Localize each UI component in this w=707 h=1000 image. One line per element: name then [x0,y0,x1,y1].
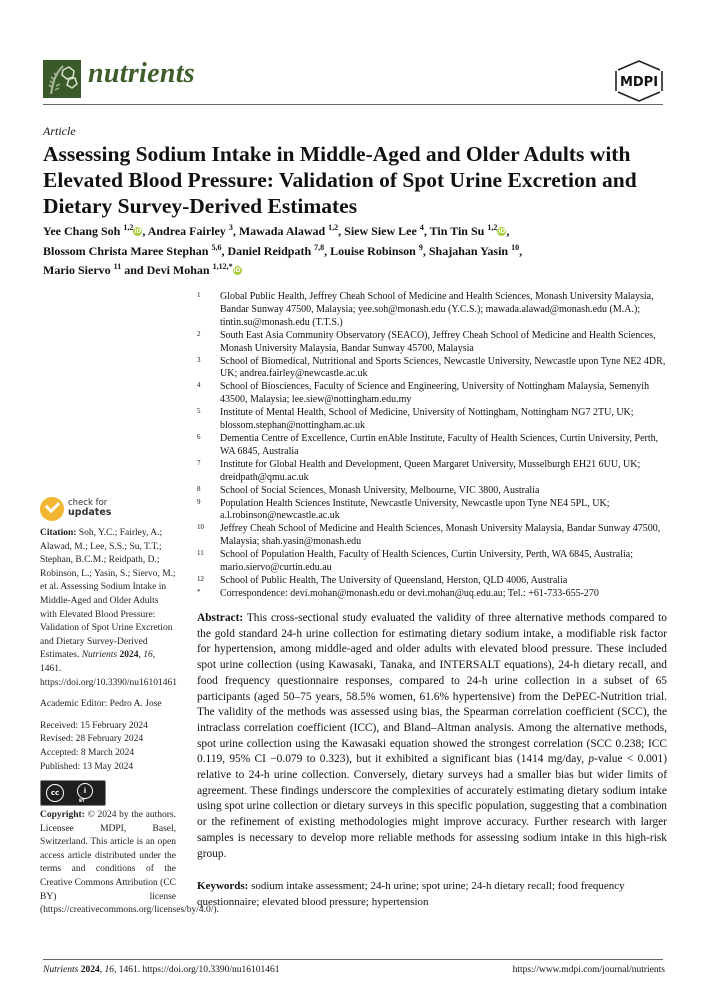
orcid-icon[interactable]: iD [498,228,506,235]
affiliation-number: 9 [197,497,201,506]
author-affiliation-ref: 3 [228,223,233,232]
footer-year: 2024 [80,965,100,975]
by-label: BY [79,798,85,803]
author-name: Louise Robinson [330,243,416,258]
affiliation-text: Correspondence: devi.mohan@monash.edu or devi.mohan@uq.edu.au; Tel.: +61-733-655-270 [220,587,599,599]
author-affiliation-ref: 11 [113,262,122,271]
affiliation-number: 12 [197,574,204,583]
affiliation-item [197,549,667,575]
author-separator: , [142,224,148,238]
author-name: Andrea Fairley [147,224,226,238]
footer-journal-url[interactable]: https://www.mdpi.com/journal/nutrients [512,965,665,975]
journal-logo-icon [43,60,81,98]
author-separator: , [338,224,345,238]
affiliation-number: 6 [197,432,201,441]
affiliation-item [197,381,667,407]
affiliation-text: Population Health Sciences Institute, Newcastle University, Newcastle upon Tyne NE4 5PL, UK; a.l.robinson@newcastle.ac.uk [220,497,610,522]
keywords-text: sodium intake assessment; 24-h urine; spot urine; 24-h dietary recall; food frequency questionnaire; elevated blood pressure; hypertension [197,880,625,908]
keywords-label: Keywords: [197,880,249,892]
affiliation-item [197,433,667,459]
citation-year: 2024 [119,650,139,661]
author-separator: , [324,243,331,258]
abstract-p-italic: p [588,753,595,766]
affiliation-text: South East Asia Community Observatory (SEACO), Jeffrey Cheah School of Medicine and Health Sciences, Monash University Malaysia, Bandar Sunway 45700, Malaysia [220,329,656,354]
affiliation-number: 5 [197,407,201,416]
mdpi-logo-text: MDPI [619,75,659,90]
author-affiliation-ref: 1,12,* [212,262,233,271]
author-name: Daniel Reidpath [227,243,312,258]
affiliation-item [197,407,667,433]
author-name: Siew Siew Lee [344,224,417,238]
author-separator: and [121,263,147,277]
orcid-icon[interactable]: iD [134,228,142,235]
updates-line2: updates [68,507,112,518]
affiliation-text: School of Biosciences, Faculty of Science and Engineering, University of Nottingham Malaysia, Semenyih 43500, Malaysia; lee.siew@nottingham.edu.my [220,381,650,406]
citation-volume: 16 [143,650,153,661]
copyright-text: © 2024 by the authors. Licensee MDPI, Basel, Switzerland. This article is an open access article distributed under the terms and conditions of the Creative Commons Attribution (CC BY) license (https://creativecommons.org/licenses/by/4.0/). [40,810,219,916]
author-separator: , [232,224,239,238]
author-affiliation-ref: 1,2 [328,223,339,232]
author-affiliation-ref: 5,6 [211,242,222,252]
author-name: Shajahan Yasin [428,243,509,258]
author-affiliation-ref: 9 [418,242,423,252]
affiliation-text: Dementia Centre of Excellence, Curtin enAble Institute, Faculty of Health Sciences, Curtin University, Perth, WA 6845, Australia [220,432,659,457]
author-affiliation-ref: 4 [419,223,424,232]
journal-name: nutrients [88,58,195,89]
abstract-label: Abstract: [197,612,244,624]
author-separator: , [423,224,430,238]
author-separator: , [519,243,523,258]
published-date: Published: 13 May 2024 [40,761,134,772]
mdpi-logo [612,60,666,102]
article-type: Article [43,124,76,138]
updates-line1: check for [68,498,108,508]
affiliation-item [197,459,667,485]
cc-icon: cc [46,784,64,802]
footer-volume: 16 [104,965,114,975]
citation-doi[interactable]: , 1461. https://doi.org/10.3390/nu16101461 [40,650,178,688]
author-name: Yee Chang Soh [43,224,121,238]
footer-journal: Nutrients [43,965,79,975]
abstract [197,611,667,862]
affiliation-item [197,588,667,601]
footer-divider [43,959,663,960]
author-separator: , [506,224,510,238]
affiliation-number: * [197,587,201,596]
affiliation-item [197,485,667,498]
affiliation-item [197,523,667,549]
check-for-updates-button[interactable] [40,497,130,523]
affiliation-text: School of Social Sciences, Monash University, Melbourne, VIC 3800, Australia [220,484,540,496]
copyright-label: Copyright: [40,810,85,820]
sidebar-info [40,527,176,774]
abstract-text-1: This cross-sectional study evaluated the validity of three alternative methods compared to the gold standard 24-h urine collection for estimating dietary sodium intake, a modifiable risk factor for hypertension, among middle-aged and older adults with elevated blood pressure. These included spot urine collection (using Kawasaki, Tanaka, and INTERSALT equations), 24-h dietary recall, and food frequency questionnaire responses, compared to 24-h urine collection in a subset of 65 participants (aged 50–75 years, 58.5% women, 61.6% hypertensive) from the DePEC-Nutrition trial. The validity of the methods was assessed using bias, the Spearman correlation coefficient (SCC), the intraclass correlation coefficient (ICC), and Bland–Altman analysis. Among the alternative methods, spot urine collection using the Kawasaki equation showed the strongest correlation (SCC 0.238; ICC 0.119, 95% CI −0.079 to 0.323), but it exhibited a significant bias (1414 mg/day, [197,612,667,766]
affiliation-text: School of Public Health, The University of Queensland, Herston, QLD 4006, Australia [220,574,568,586]
keywords [197,879,667,910]
affiliation-number: 2 [197,329,201,338]
check-updates-icon [40,497,64,521]
abstract-text-2: -value < 0.001) relative to 24-h urine collection. Conversely, dietary surveys had a smaller bias but wider limits of agreement. These findings underscore the complexities of accurately estimating dietary sodium intake using spot urine collection or dietary surveys in this specific population, suggesting that a combination or the refinement of existing methodologies might improve accuracy. Further research with larger samples is necessary to develop more reliable methods for assessing sodium intake in this high-risk group. [197,753,667,860]
affiliation-number: 10 [197,523,204,532]
attribution-icon: i [77,783,93,799]
affiliation-number: 7 [197,458,201,467]
author-separator: , [422,243,429,258]
citation-label: Citation: [40,528,77,538]
affiliation-item [197,575,667,588]
received-date: Received: 15 February 2024 [40,720,148,731]
affiliation-item [197,498,667,524]
affiliation-number: 8 [197,484,201,493]
affiliation-number: 1 [197,291,201,299]
affiliation-text: Jeffrey Cheah School of Medicine and Health Sciences, Monash University Malaysia, Bandar Sunway 47500, Malaysia; shah.yasin@monash.edu [220,523,661,548]
article-title: Assessing Sodium Intake in Middle-Aged and Older Adults with Elevated Blood Pressure: Validation of Spot Urine Excretion and Dietary Survey-Derived Estimates [43,142,637,218]
orcid-icon[interactable]: iD [233,267,241,274]
academic-editor: Academic Editor: Pedro A. Jose [40,699,162,710]
author-affiliation-ref: 7,8 [314,242,325,252]
citation-journal: Nutrients [81,650,118,661]
author-affiliation-ref: 1,2 [123,223,134,232]
affiliation-item [197,291,667,330]
author-affiliation-ref: 10 [511,242,520,252]
affiliation-text: School of Population Health, Faculty of Health Sciences, Curtin University, Perth, WA 6845, Australia; mario.siervo@curtin.edu.au [220,549,633,574]
affiliations [197,291,667,601]
author-name: Tin Tin Su [429,224,485,238]
affiliation-number: 11 [197,549,204,558]
author-name: Devi Mohan [146,263,210,277]
citation-text: Soh, Y.C.; Fairley, A.; Alawad, M.; Lee, S.S.; Su, T.T.; Stephan, B.C.M.; Reidpath, D.; Robinson, L.; Yasin, S.; Siervo, M.; et al. Assessing Sodium Intake in Middle-Aged and Older Adults with Elevated Blood Pressure: Validation of Spot Urine Excretion and Dietary Survey-Derived Estimates. [40,528,176,661]
revised-date: Revised: 28 February 2024 [40,734,144,745]
affiliation-item [197,330,667,356]
affiliation-text: Institute of Mental Health, School of Medicine, University of Nottingham, Nottingham NG7 2TU, UK; blossom.stephan@nottingham.ac.uk [220,407,634,432]
affiliation-text: Institute for Global Health and Development, Queen Margaret University, Musselburgh EH21 6UU, UK; dreidpath@qmu.ac.uk [220,458,641,483]
cc-by-license-badge[interactable] [40,780,106,806]
author-list [43,220,663,279]
copyright-notice [40,809,219,918]
citation: Citation: Soh, Y.C.; Fairley, A.; Alawad, M.; Lee, S.S.; Su, T.T.; Stephan, B.C.M.; Reidpath, D.; Robinson, L.; Yasin, S.; Siervo, M.; et al. Assessing Sodium Intake in Middle-Aged and Older Adults with Elevated Blood Pressure: Validation of Spot Urine Excretion and Dietary Survey-Derived Estimates. Nutrients 2024, 16, 1461. https://doi.org/10.3390/nu16101461 [40,528,178,688]
author-name: Blossom Christa Maree Stephan [43,243,209,258]
affiliation-number: 4 [197,381,201,390]
author-separator: , [221,243,228,258]
affiliation-number: 3 [197,355,201,364]
affiliation-item [197,356,667,382]
author-name: Mario Siervo [43,263,111,277]
affiliation-text: Global Public Health, Jeffrey Cheah School of Medicine and Health Sciences, Monash University Malaysia, Bandar Sunway 47500, Malaysia; yee.soh@monash.edu (Y.C.S.); mawada.alawad@monash.edu (M.A.); tintin.su@monash.edu (T.T.S.) [220,291,654,328]
author-name: Mawada Alawad [238,224,326,238]
affiliation-text: School of Biomedical, Nutritional and Sports Sciences, Newcastle University, Newcastle upon Tyne NE2 4DR, UK; andrea.fairley@newcastle.ac.uk [220,355,666,380]
accepted-date: Accepted: 8 March 2024 [40,747,135,758]
footer-citation: Nutrients 2024, 16, 1461. https://doi.org/10.3390/nu16101461 [43,965,280,975]
footer-doi-link[interactable]: , 1461. https://doi.org/10.3390/nu16101461 [114,965,280,975]
author-affiliation-ref: 1,2 [487,223,498,232]
header-divider [43,104,663,105]
